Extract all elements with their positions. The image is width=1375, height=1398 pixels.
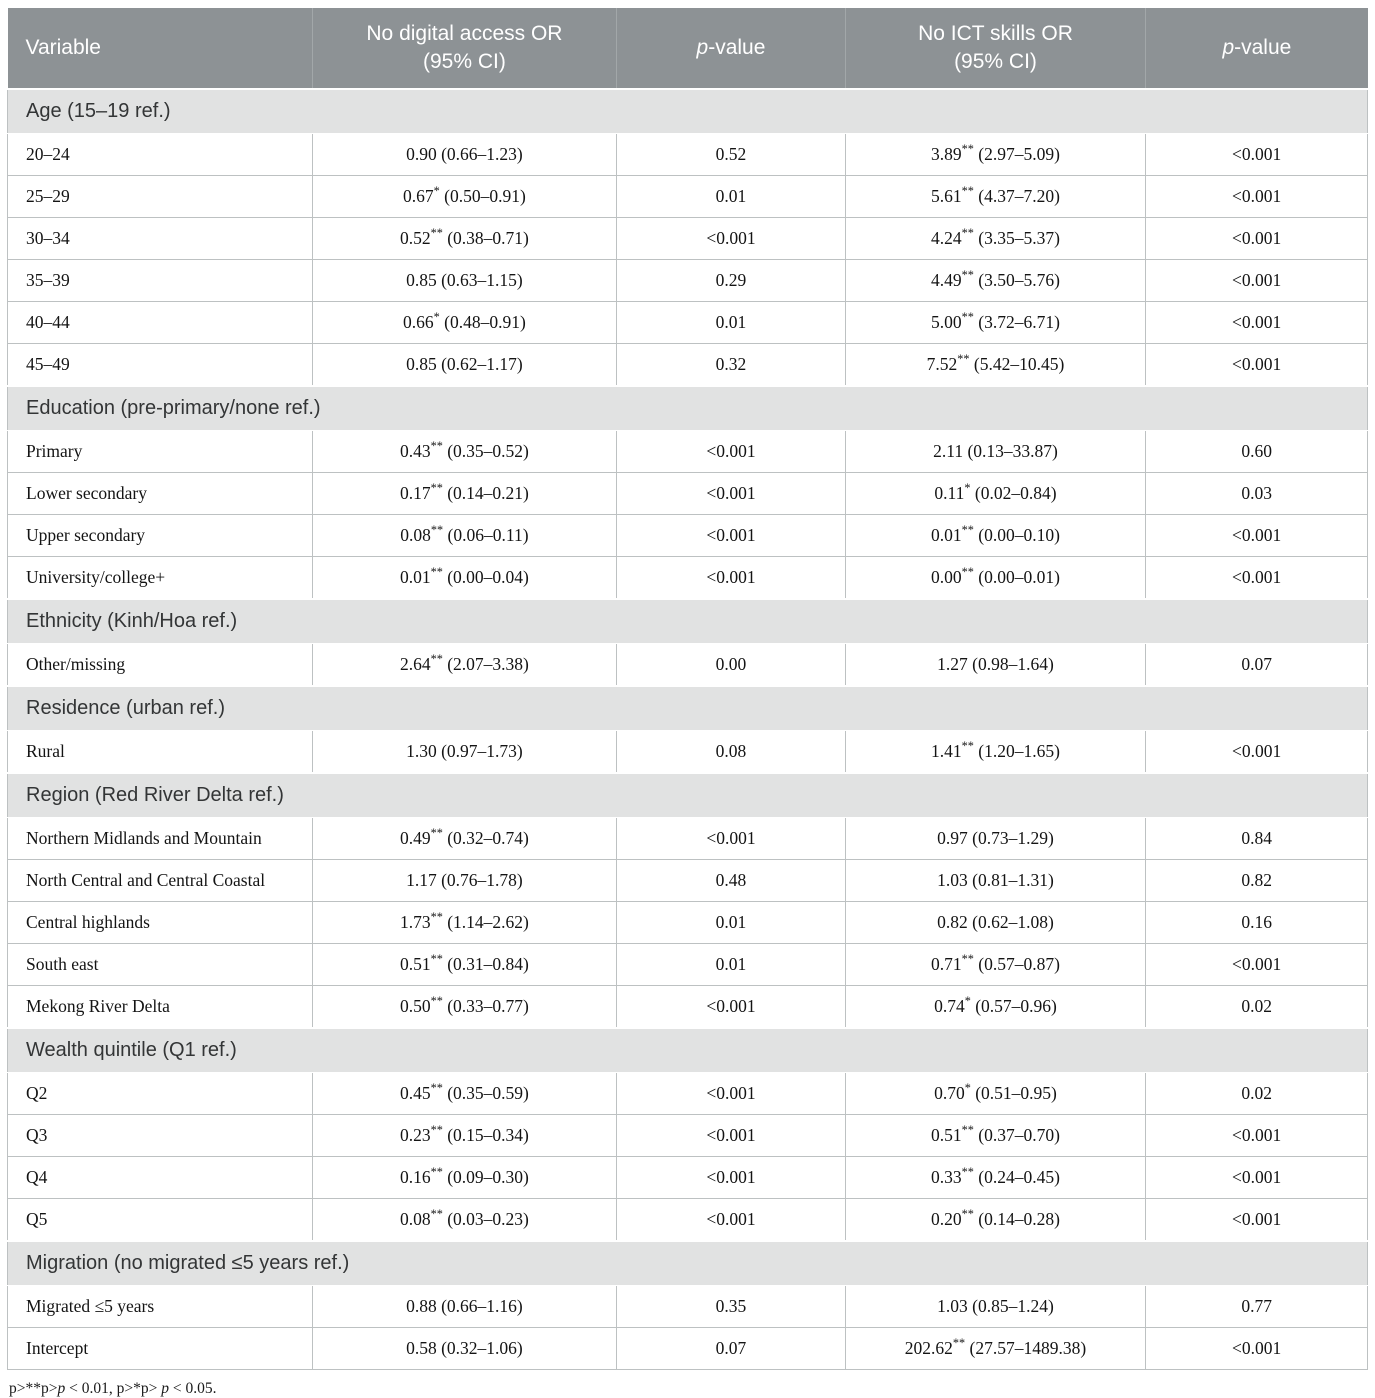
table-row	[8, 473, 1368, 515]
cell-no-ict-skills-or: 1.03 (0.81–1.31)	[845, 860, 1146, 902]
cell-variable: 35–39	[8, 260, 313, 302]
cell-variable: Q3	[8, 1115, 313, 1157]
cell-variable: Mekong River Delta	[8, 986, 313, 1029]
table-header-row	[8, 8, 1368, 89]
cell-p-value-1: <0.001	[617, 1199, 845, 1242]
column-header-variable: Variable	[8, 8, 313, 89]
cell-no-digital-access-or: 0.49** (0.32–0.74)	[312, 818, 617, 860]
cell-p-value-1: <0.001	[617, 218, 845, 260]
cell-no-ict-skills-or: 5.61** (4.37–7.20)	[845, 176, 1146, 218]
cell-no-digital-access-or: 0.85 (0.63–1.15)	[312, 260, 617, 302]
section-header: Region (Red River Delta ref.)	[8, 773, 1368, 818]
cell-variable: Lower secondary	[8, 473, 313, 515]
cell-p-value-2: <0.001	[1146, 1115, 1368, 1157]
cell-p-value-1: 0.29	[617, 260, 845, 302]
cell-p-value-2: <0.001	[1146, 1328, 1368, 1370]
cell-p-value-1: <0.001	[617, 1157, 845, 1199]
cell-no-digital-access-or: 0.66* (0.48–0.91)	[312, 302, 617, 344]
cell-p-value-1: 0.01	[617, 302, 845, 344]
cell-no-ict-skills-or: 4.24** (3.35–5.37)	[845, 218, 1146, 260]
cell-p-value-2: 0.60	[1146, 431, 1368, 473]
cell-p-value-1: 0.48	[617, 860, 845, 902]
cell-no-digital-access-or: 0.45** (0.35–0.59)	[312, 1073, 617, 1115]
cell-no-digital-access-or: 0.52** (0.38–0.71)	[312, 218, 617, 260]
cell-p-value-2: 0.03	[1146, 473, 1368, 515]
cell-p-value-2: 0.02	[1146, 1073, 1368, 1115]
cell-variable: Other/missing	[8, 644, 313, 687]
section-header: Residence (urban ref.)	[8, 686, 1368, 731]
cell-p-value-2: 0.16	[1146, 902, 1368, 944]
cell-p-value-1: <0.001	[617, 473, 845, 515]
cell-no-digital-access-or: 2.64** (2.07–3.38)	[312, 644, 617, 687]
table-row	[8, 134, 1368, 176]
section-row	[8, 1241, 1368, 1286]
cell-p-value-2: <0.001	[1146, 1157, 1368, 1199]
table-row	[8, 1199, 1368, 1242]
cell-p-value-2: <0.001	[1146, 731, 1368, 774]
cell-variable: Central highlands	[8, 902, 313, 944]
cell-no-ict-skills-or: 0.71** (0.57–0.87)	[845, 944, 1146, 986]
cell-p-value-1: 0.01	[617, 902, 845, 944]
section-header: Age (15–19 ref.)	[8, 89, 1368, 134]
table-row	[8, 1157, 1368, 1199]
cell-p-value-1: 0.32	[617, 344, 845, 387]
cell-p-value-2: <0.001	[1146, 302, 1368, 344]
cell-p-value-2: 0.07	[1146, 644, 1368, 687]
cell-variable: 20–24	[8, 134, 313, 176]
cell-p-value-2: 0.02	[1146, 986, 1368, 1029]
cell-no-digital-access-or: 0.50** (0.33–0.77)	[312, 986, 617, 1029]
cell-no-digital-access-or: 0.16** (0.09–0.30)	[312, 1157, 617, 1199]
table-row	[8, 1328, 1368, 1370]
cell-variable: 30–34	[8, 218, 313, 260]
section-row	[8, 599, 1368, 644]
cell-no-digital-access-or: 0.23** (0.15–0.34)	[312, 1115, 617, 1157]
section-row	[8, 686, 1368, 731]
cell-no-ict-skills-or: 2.11 (0.13–33.87)	[845, 431, 1146, 473]
cell-p-value-2: <0.001	[1146, 176, 1368, 218]
cell-no-digital-access-or: 0.08** (0.03–0.23)	[312, 1199, 617, 1242]
cell-no-digital-access-or: 0.43** (0.35–0.52)	[312, 431, 617, 473]
table-row	[8, 344, 1368, 387]
cell-variable: 40–44	[8, 302, 313, 344]
cell-no-digital-access-or: 0.88 (0.66–1.16)	[312, 1286, 617, 1328]
cell-no-digital-access-or: 0.58 (0.32–1.06)	[312, 1328, 617, 1370]
cell-no-ict-skills-or: 0.01** (0.00–0.10)	[845, 515, 1146, 557]
section-header: Education (pre-primary/none ref.)	[8, 386, 1368, 431]
table-row	[8, 557, 1368, 600]
cell-no-ict-skills-or: 0.33** (0.24–0.45)	[845, 1157, 1146, 1199]
cell-no-ict-skills-or: 1.41** (1.20–1.65)	[845, 731, 1146, 774]
cell-variable: 45–49	[8, 344, 313, 387]
cell-no-ict-skills-or: 0.00** (0.00–0.01)	[845, 557, 1146, 600]
table-header	[8, 8, 1368, 89]
cell-variable: Rural	[8, 731, 313, 774]
column-header-p-value-2: p-value	[1146, 8, 1368, 89]
cell-p-value-1: <0.001	[617, 1115, 845, 1157]
cell-no-digital-access-or: 0.85 (0.62–1.17)	[312, 344, 617, 387]
cell-no-ict-skills-or: 5.00** (3.72–6.71)	[845, 302, 1146, 344]
cell-p-value-2: 0.77	[1146, 1286, 1368, 1328]
cell-no-digital-access-or: 1.17 (0.76–1.78)	[312, 860, 617, 902]
cell-variable: University/college+	[8, 557, 313, 600]
cell-p-value-1: 0.00	[617, 644, 845, 687]
table-row	[8, 1115, 1368, 1157]
cell-p-value-2: <0.001	[1146, 134, 1368, 176]
cell-p-value-1: <0.001	[617, 986, 845, 1029]
cell-p-value-1: <0.001	[617, 431, 845, 473]
cell-variable: Northern Midlands and Mountain	[8, 818, 313, 860]
cell-p-value-2: <0.001	[1146, 944, 1368, 986]
cell-no-ict-skills-or: 7.52** (5.42–10.45)	[845, 344, 1146, 387]
cell-no-ict-skills-or: 0.51** (0.37–0.70)	[845, 1115, 1146, 1157]
table-row	[8, 1286, 1368, 1328]
cell-no-digital-access-or: 0.17** (0.14–0.21)	[312, 473, 617, 515]
cell-no-digital-access-or: 1.73** (1.14–2.62)	[312, 902, 617, 944]
cell-no-digital-access-or: 0.08** (0.06–0.11)	[312, 515, 617, 557]
table-row	[8, 302, 1368, 344]
cell-p-value-1: 0.01	[617, 176, 845, 218]
table-row	[8, 944, 1368, 986]
table-row	[8, 1073, 1368, 1115]
cell-no-ict-skills-or: 3.89** (2.97–5.09)	[845, 134, 1146, 176]
cell-p-value-1: <0.001	[617, 818, 845, 860]
table-row	[8, 860, 1368, 902]
cell-p-value-2: 0.82	[1146, 860, 1368, 902]
cell-no-ict-skills-or: 202.62** (27.57–1489.38)	[845, 1328, 1146, 1370]
cell-p-value-1: 0.08	[617, 731, 845, 774]
section-row	[8, 386, 1368, 431]
cell-no-digital-access-or: 0.90 (0.66–1.23)	[312, 134, 617, 176]
table-row	[8, 260, 1368, 302]
column-header-no-ict-skills-or: No ICT skills OR (95% CI)	[845, 8, 1146, 89]
cell-no-digital-access-or: 0.67* (0.50–0.91)	[312, 176, 617, 218]
cell-no-ict-skills-or: 4.49** (3.50–5.76)	[845, 260, 1146, 302]
cell-variable: Q2	[8, 1073, 313, 1115]
cell-variable: 25–29	[8, 176, 313, 218]
cell-no-ict-skills-or: 1.27 (0.98–1.64)	[845, 644, 1146, 687]
cell-p-value-2: <0.001	[1146, 218, 1368, 260]
table-row	[8, 986, 1368, 1029]
cell-variable: Q5	[8, 1199, 313, 1242]
section-header: Wealth quintile (Q1 ref.)	[8, 1028, 1368, 1073]
cell-no-digital-access-or: 0.01** (0.00–0.04)	[312, 557, 617, 600]
table-row	[8, 818, 1368, 860]
table-row	[8, 902, 1368, 944]
table-row	[8, 176, 1368, 218]
cell-variable: Upper secondary	[8, 515, 313, 557]
cell-variable: North Central and Central Coastal	[8, 860, 313, 902]
cell-variable: Primary	[8, 431, 313, 473]
cell-p-value-1: 0.01	[617, 944, 845, 986]
cell-no-ict-skills-or: 0.70* (0.51–0.95)	[845, 1073, 1146, 1115]
column-header-p-value-1: p-value	[617, 8, 845, 89]
cell-variable: Intercept	[8, 1328, 313, 1370]
cell-no-ict-skills-or: 0.20** (0.14–0.28)	[845, 1199, 1146, 1242]
cell-variable: South east	[8, 944, 313, 986]
cell-p-value-1: 0.52	[617, 134, 845, 176]
table-row	[8, 431, 1368, 473]
section-header: Migration (no migrated ≤5 years ref.)	[8, 1241, 1368, 1286]
cell-p-value-2: <0.001	[1146, 1199, 1368, 1242]
cell-no-digital-access-or: 1.30 (0.97–1.73)	[312, 731, 617, 774]
section-row	[8, 773, 1368, 818]
cell-no-ict-skills-or: 0.74* (0.57–0.96)	[845, 986, 1146, 1029]
table-row	[8, 515, 1368, 557]
cell-no-ict-skills-or: 0.97 (0.73–1.29)	[845, 818, 1146, 860]
cell-p-value-1: <0.001	[617, 557, 845, 600]
column-header-no-digital-access-or: No digital access OR (95% CI)	[312, 8, 617, 89]
cell-p-value-2: <0.001	[1146, 557, 1368, 600]
section-header: Ethnicity (Kinh/Hoa ref.)	[8, 599, 1368, 644]
table-row	[8, 218, 1368, 260]
cell-p-value-2: <0.001	[1146, 260, 1368, 302]
significance-footnote: p>**p>p < 0.01, p>*p> p < 0.05.	[9, 1380, 217, 1397]
cell-no-digital-access-or: 0.51** (0.31–0.84)	[312, 944, 617, 986]
cell-no-ict-skills-or: 0.11* (0.02–0.84)	[845, 473, 1146, 515]
cell-p-value-1: 0.07	[617, 1328, 845, 1370]
cell-no-ict-skills-or: 1.03 (0.85–1.24)	[845, 1286, 1146, 1328]
cell-p-value-2: 0.84	[1146, 818, 1368, 860]
table-row	[8, 731, 1368, 774]
table-row	[8, 644, 1368, 687]
cell-variable: Q4	[8, 1157, 313, 1199]
section-row	[8, 1028, 1368, 1073]
cell-p-value-1: 0.35	[617, 1286, 845, 1328]
cell-no-ict-skills-or: 0.82 (0.62–1.08)	[845, 902, 1146, 944]
cell-p-value-2: <0.001	[1146, 344, 1368, 387]
cell-variable: Migrated ≤5 years	[8, 1286, 313, 1328]
cell-p-value-1: <0.001	[617, 515, 845, 557]
cell-p-value-1: <0.001	[617, 1073, 845, 1115]
cell-p-value-2: <0.001	[1146, 515, 1368, 557]
regression-table	[7, 8, 1368, 1370]
table-body	[8, 89, 1368, 1370]
section-row	[8, 89, 1368, 134]
